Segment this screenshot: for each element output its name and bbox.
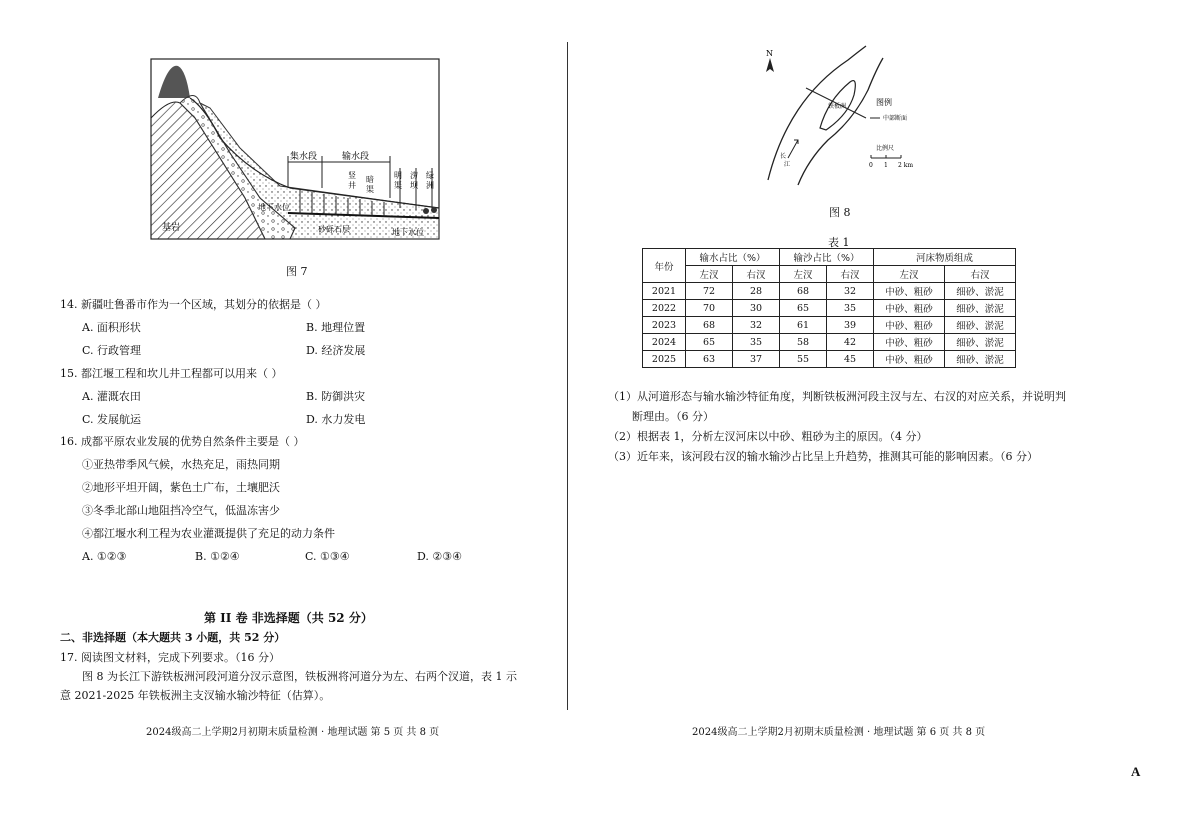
page-divider — [567, 42, 568, 710]
label-groundwater-2: 地下水位 — [392, 228, 424, 237]
table-row: 2021 72 28 68 32 中砂、粗砂 细砂、淤泥 — [643, 283, 1016, 300]
flow-arrow-icon — [788, 140, 798, 158]
north-label: N — [766, 49, 773, 58]
scale-bar — [871, 155, 901, 158]
scale-title: 比例尺 — [876, 145, 895, 152]
legend-item: 中部断面 — [883, 115, 908, 122]
q16-stem: 16. 成都平原农业发展的优势自然条件主要是（ ） — [60, 435, 305, 448]
figure-7 — [150, 58, 440, 240]
label-shaft: 竖井 — [348, 171, 356, 190]
table-subheader: 右汊 — [827, 266, 874, 283]
table-header-bed: 河床物质组成 — [874, 249, 1016, 266]
table-row: 2025 63 37 55 45 中砂、粗砂 细砂、淤泥 — [643, 351, 1016, 368]
table-header-water: 输水占比（%） — [686, 249, 780, 266]
figure-8-caption: 图 8 — [829, 206, 851, 219]
label-gravel: 砂砾石层 — [318, 225, 350, 234]
scale-tick-0: 0 — [869, 162, 873, 169]
q15-option-d[interactable]: D. 水力发电 — [306, 413, 366, 426]
label-collect: 集水段 — [290, 152, 318, 162]
q17-sub1-line-2: 断理由。（6 分） — [632, 410, 714, 423]
label-oasis: 绿洲 — [426, 171, 434, 190]
table-subheader: 左汊 — [780, 266, 827, 283]
table-subheader: 右汊 — [945, 266, 1016, 283]
q16-item-3: ③冬季北部山地阻挡冷空气，低温冻害少 — [82, 504, 280, 517]
table-subheader: 右汊 — [733, 266, 780, 283]
q14-option-b[interactable]: B. 地理位置 — [306, 321, 366, 334]
river-label: 长江 — [780, 153, 791, 168]
label-bedrock: 基岩 — [162, 223, 181, 233]
figure-7-caption: 图 7 — [286, 265, 308, 278]
figure-8 — [758, 40, 928, 190]
table-subheader: 左汊 — [874, 266, 945, 283]
q17-stem: 17. 阅读图文材料，完成下列要求。（16 分） — [60, 651, 280, 664]
q15-option-b[interactable]: B. 防御洪灾 — [306, 390, 366, 403]
label-groundwater-1: 地下水位 — [258, 203, 290, 212]
q16-item-2: ②地形平坦开阔，紫色土广布，土壤肥沃 — [82, 481, 280, 494]
q16-option-a[interactable]: A. ①②③ — [82, 550, 127, 563]
part-two-heading: 二、非选择题（本大题共 3 小题，共 52 分） — [60, 631, 286, 644]
q17-sub1-line-1: （1）从河道形态与输水输沙特征角度，判断铁板洲河段主汊与左、右汊的对应关系，并说明判 — [608, 390, 1066, 403]
table-row: 2022 70 30 65 35 中砂、粗砂 细砂、淤泥 — [643, 300, 1016, 317]
footer-left: 2024级高二上学期2月初期末质量检测 · 地理试题 第 5 页 共 8 页 — [146, 727, 440, 738]
q14-option-d[interactable]: D. 经济发展 — [306, 344, 366, 357]
table-header-sediment: 输沙占比（%） — [780, 249, 874, 266]
q14-option-c[interactable]: C. 行政管理 — [82, 344, 142, 357]
q17-material-line-1: 图 8 为长江下游铁板洲河段河道分汊示意图，铁板洲将河道分为左、右两个汊道，表 1 示 — [82, 670, 517, 683]
legend-title: 图例 — [876, 98, 892, 107]
page-mark: A — [1131, 764, 1141, 779]
figure-8-map — [758, 40, 928, 190]
q16-item-4: ④都江堰水利工程为农业灌溉提供了充足的动力条件 — [82, 527, 335, 540]
table-1 — [642, 248, 1016, 368]
scale-tick-1: 1 — [884, 162, 888, 169]
scale-tick-2: 2 km — [898, 162, 914, 169]
q14-stem: 14. 新疆吐鲁番市作为一个区域，其划分的依据是（ ） — [60, 298, 327, 311]
table-header-year: 年份 — [643, 249, 686, 283]
q15-option-a[interactable]: A. 灌溉农田 — [82, 390, 141, 403]
q15-stem: 15. 都江堰工程和坎儿井工程都可以用来（ ） — [60, 367, 283, 380]
north-arrow-icon — [766, 58, 774, 72]
figure-7-diagram — [150, 58, 440, 240]
q15-option-c[interactable]: C. 发展航运 — [82, 413, 142, 426]
q17-sub2: （2）根据表 1，分析左汊河床以中砂、粗砂为主的原因。（4 分） — [608, 430, 928, 443]
table-row: 2024 65 35 58 42 中砂、粗砂 细砂、淤泥 — [643, 334, 1016, 351]
island-label: 铁板洲 — [828, 103, 847, 110]
label-canal: 明渠 — [394, 171, 402, 190]
label-pond: 涝坝 — [410, 171, 418, 190]
table-row: 2023 68 32 61 39 中砂、粗砂 细砂、淤泥 — [643, 317, 1016, 334]
q14-option-a[interactable]: A. 面积形状 — [82, 321, 141, 334]
label-convey: 输水段 — [342, 152, 370, 162]
table-subheader: 左汊 — [686, 266, 733, 283]
section-title: 第 II 卷 非选择题（共 52 分） — [204, 611, 373, 625]
q16-option-d[interactable]: D. ②③④ — [417, 550, 463, 563]
q16-option-c[interactable]: C. ①③④ — [305, 550, 350, 563]
q16-item-1: ①亚热带季风气候，水热充足，雨热同期 — [82, 458, 280, 471]
q17-sub3: （3）近年来，该河段右汊的输水输沙占比呈上升趋势，推测其可能的影响因素。（6 分） — [608, 450, 1038, 463]
q17-material-line-2: 意 2021-2025 年铁板洲主支汊输水输沙特征（估算）。 — [60, 689, 331, 702]
table-1-title: 表 1 — [828, 236, 850, 249]
q16-option-b[interactable]: B. ①②④ — [195, 550, 240, 563]
footer-right: 2024级高二上学期2月初期末质量检测 · 地理试题 第 6 页 共 8 页 — [692, 727, 986, 738]
label-culvert: 暗渠 — [366, 175, 374, 194]
